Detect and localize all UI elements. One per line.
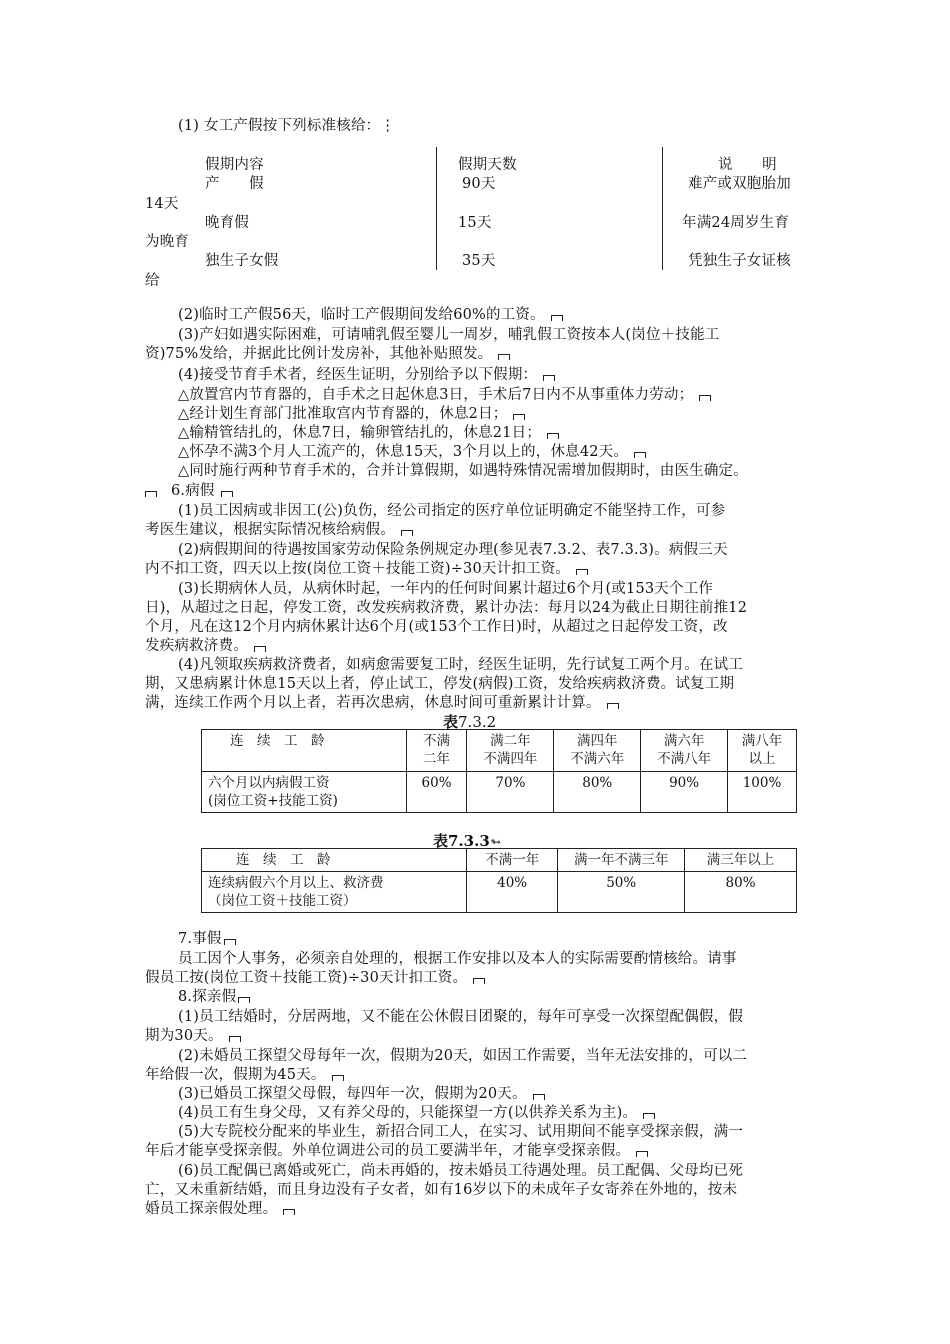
- table-header-cell: 满一年不满三年: [558, 849, 685, 872]
- section-heading: 8.探亲假: [178, 988, 250, 1007]
- paragraph-mark-icon: [636, 1151, 648, 1157]
- paragraph: (3)产妇如遇实际困难，可请哺乳假至婴儿一周岁，哺乳假工资按本人(岗位＋技能工: [178, 327, 720, 343]
- paragraph-mark-icon: [283, 1209, 295, 1215]
- table-cell: 90%: [641, 772, 728, 813]
- leave-table-wrap: 为晚育: [145, 234, 190, 250]
- paragraph-mark-icon: [699, 395, 711, 401]
- leave-table-cell: 15天: [458, 215, 492, 231]
- paragraph-mark-icon: [224, 939, 236, 945]
- paragraph-mark-icon: [498, 354, 510, 360]
- paragraph: 考医生建议，根据实际情况核给病假。: [145, 521, 413, 540]
- paragraph: 年给假一次，假期为45天。: [145, 1066, 344, 1085]
- paragraph: 年后才能享受探亲假。外单位调进公司的员工要满半年，才能享受探亲假。: [145, 1142, 648, 1161]
- paragraph-mark-icon: [332, 1075, 344, 1081]
- paragraph: △放置宫内节育器的，自手术之日起休息3日，手术后7日内不从事重体力劳动；: [178, 386, 711, 405]
- paragraph: 亡，又未重新结婚，而且身边没有子女者，如有16岁以下的未成年子女寄养在外地的，按未: [145, 1182, 738, 1198]
- leave-table-cell: 90天: [462, 176, 496, 192]
- leave-table-header-content: 假期内容: [205, 157, 264, 173]
- leave-table-cell: 难产或双胞胎加: [688, 176, 791, 192]
- leave-table-header-days: 假期天数: [458, 157, 517, 173]
- leave-table-cell: 产 假: [205, 176, 264, 192]
- table-row-label: 六个月以内病假工资 (岗位工资+技能工资): [202, 772, 407, 813]
- paragraph-mark-icon: [543, 375, 555, 381]
- paragraph-mark-icon: [221, 491, 233, 497]
- leave-table-cell: 35天: [462, 253, 496, 269]
- sick-pay-table: [201, 729, 797, 813]
- paragraph: △同时施行两种节育手术的，合并计算假期，如遇特殊情况需增加假期时，由医生确定。: [178, 463, 748, 479]
- table-cell: 80%: [685, 872, 797, 913]
- paragraph: 期，又患病累计休息15天以上者，停止试工，停发(病假)工资，发给疾病救济费。试复工期: [145, 676, 735, 692]
- paragraph: (2)病假期间的待遇按国家劳动保险条例规定办理(参见表7.3.2、表7.3.3)。病假三天: [178, 542, 728, 558]
- paragraph: (4)接受节育手术者，经医生证明，分别给予以下假期：: [178, 366, 555, 385]
- leave-table-cell: 独生子女假: [205, 253, 279, 269]
- paragraph: (4)员工有生身父母，又有养父母的，只能探望一方(以供养关系为主)。: [178, 1104, 655, 1123]
- table-header-cell: 满二年 不满四年: [467, 730, 554, 772]
- table-header-cell: 不满一年: [466, 849, 557, 872]
- leave-table-wrap: 14天: [145, 196, 179, 212]
- paragraph: △怀孕不满3个月人工流产的，休息15天，3个月以上的，休息42天。: [178, 443, 646, 462]
- anchor-icon: ↬: [490, 835, 501, 849]
- table-separator: [662, 147, 663, 270]
- maternity-intro: (1) 女工产假按下列标准核给：⋮: [178, 118, 396, 134]
- table-caption: 表7.3.3↬: [433, 832, 501, 850]
- table-header-cell: 连 续 工 龄: [202, 730, 407, 772]
- table-separator: [436, 147, 437, 270]
- table-caption: 表7.3.2: [443, 713, 497, 731]
- paragraph-mark-icon: [643, 1113, 655, 1119]
- table-row-label: 连续病假六个月以上、救济费 （岗位工资＋技能工资）: [202, 872, 467, 913]
- paragraph: (5)大专院校分配来的毕业生，新招合同工人，在实习、试用期间不能享受探亲假，满一: [178, 1124, 744, 1140]
- paragraph: (1)员工结婚时，分居两地，又不能在公休假日团聚的，每年可享受一次探望配偶假，假: [178, 1009, 744, 1025]
- paragraph: (2)未婚员工探望父母每年一次，假期为20天，如因工作需要，当年无法安排的，可以二: [178, 1048, 748, 1064]
- paragraph-mark-icon: [551, 315, 563, 321]
- table-cell: 40%: [466, 872, 557, 913]
- paragraph: 日)，从超过之日起，停发工资，改发疾病救济费，累计办法：每月以24为截止日期往前推12: [145, 600, 748, 616]
- paragraph-mark-icon: [547, 433, 559, 439]
- paragraph-mark-icon: [607, 703, 619, 709]
- leave-table-cell: 凭独生子女证核: [688, 253, 791, 269]
- paragraph-mark-icon: [533, 1094, 545, 1100]
- paragraph: 资)75%发给，并据此比例计发房补，其他补贴照发。: [145, 345, 510, 364]
- leave-table-cell: 晚育假: [205, 215, 250, 231]
- paragraph: 发疾病救济费。: [145, 637, 266, 656]
- leave-table-cell: 年满24周岁生育: [682, 215, 790, 231]
- paragraph: 期为30天。: [145, 1027, 241, 1046]
- paragraph: 婚员工探亲假处理。: [145, 1200, 295, 1219]
- table-header-cell: 满三年以上: [685, 849, 797, 872]
- table-cell: 50%: [558, 872, 685, 913]
- paragraph-mark-icon: [254, 646, 266, 652]
- paragraph: (3)已婚员工探望父母假，每四年一次，假期为20天。: [178, 1085, 545, 1104]
- paragraph: 员工因个人事务，必须亲自处理的，根据工作安排以及本人的实际需要酌情核给。请事: [178, 951, 737, 967]
- section-heading: 6.病假: [145, 482, 233, 501]
- paragraph: (1)员工因病或非因工(公)负伤，经公司指定的医疗单位证明确定不能坚持工作，可参: [178, 503, 726, 519]
- table-header-cell: 满八年 以上: [728, 730, 797, 772]
- table-cell: 100%: [728, 772, 797, 813]
- section-heading: 7.事假: [178, 930, 236, 949]
- paragraph: 个月，凡在这12个月内病休累计达6个月(或153个工作日)时，从超过之日起停发工资，改: [145, 619, 728, 635]
- paragraph-mark-icon: [576, 569, 588, 575]
- table-header-cell: 不满 二年: [406, 730, 467, 772]
- paragraph: 满，连续工作两个月以上者，若再次患病，休息时间可重新累计计算。: [145, 694, 619, 713]
- paragraph-mark-icon: [229, 1036, 241, 1042]
- paragraph: 假员工按(岗位工资＋技能工资)÷30天计扣工资。: [145, 969, 485, 988]
- table-cell: 60%: [406, 772, 467, 813]
- leave-table-wrap: 给: [145, 273, 160, 289]
- paragraph: 内不扣工资，四天以上按(岗位工资＋技能工资)÷30天计扣工资。: [145, 560, 588, 579]
- paragraph: △经计划生育部门批准取宫内节育器的，休息2日；: [178, 405, 525, 424]
- paragraph: (2)临时工产假56天，临时工产假期间发给60%的工资。: [178, 306, 563, 325]
- table-header-cell: 满六年 不满八年: [641, 730, 728, 772]
- paragraph-mark-icon: [145, 491, 157, 497]
- paragraph: △输精管结扎的，休息7日，输卵管结扎的，休息21日；: [178, 424, 559, 443]
- paragraph-mark-icon: [401, 530, 413, 536]
- leave-table-header-note: 说 明: [718, 157, 777, 173]
- paragraph-mark-icon: [473, 978, 485, 984]
- paragraph: (4)凡领取疾病救济费者，如病愈需要复工时，经医生证明，先行试复工两个月。在试工: [178, 657, 744, 673]
- paragraph: (6)员工配偶已离婚或死亡，尚未再婚的，按未婚员工待遇处理。员工配偶、父母均已死: [178, 1163, 744, 1179]
- table-header-cell: 连 续 工 龄: [202, 849, 467, 872]
- paragraph: (3)长期病休人员，从病休时起，一年内的任何时间累计超过6个月(或153天个工作: [178, 581, 714, 597]
- table-cell: 70%: [467, 772, 554, 813]
- paragraph-mark-icon: [513, 414, 525, 420]
- relief-pay-table: [201, 848, 797, 913]
- table-header-cell: 满四年 不满六年: [554, 730, 641, 772]
- paragraph-mark-icon: [634, 452, 646, 458]
- paragraph-mark-icon: [238, 997, 250, 1003]
- table-cell: 80%: [554, 772, 641, 813]
